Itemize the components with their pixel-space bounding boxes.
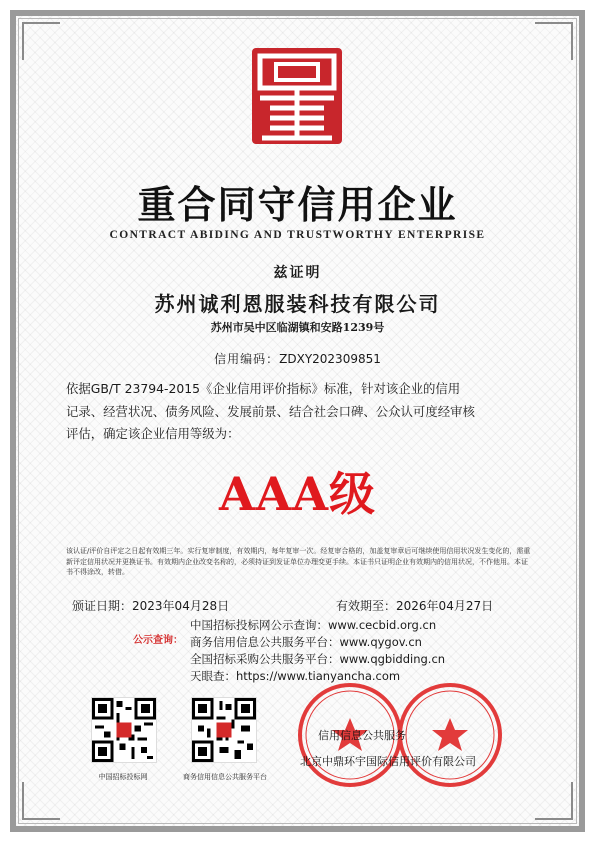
credit-code-label: 信用编码： xyxy=(214,352,280,366)
qr-code-icon[interactable] xyxy=(191,697,257,763)
company-address: 苏州市吴中区临湖镇和安路1239号 xyxy=(210,321,385,334)
issue-date-label: 颁证日期： xyxy=(72,599,133,613)
query-site[interactable]: 中国招标投标网公示查询：www.cecbid.org.cn xyxy=(190,618,437,632)
query-site[interactable]: 全国招标采购公共服务平台：www.qgbidding.cn xyxy=(190,652,446,666)
corner-ornament xyxy=(22,22,60,60)
qr-code-icon[interactable] xyxy=(91,697,157,763)
corner-ornament xyxy=(535,782,573,820)
seal-logo-icon xyxy=(250,46,344,146)
statement-line: 依据GB/T 23794-2015《企业信用评价指标》标准，针对该企业的信用 xyxy=(66,381,461,396)
company-name: 苏州诚利恩服装科技有限公司 xyxy=(154,292,441,316)
qr-caption: 中国招标投标网 xyxy=(98,773,148,781)
qr-caption: 商务信用信息公共服务平台 xyxy=(183,773,267,781)
issue-date-value: 2023年04月28日 xyxy=(132,599,230,613)
red-seal-icon xyxy=(395,680,505,790)
expiry-date xyxy=(336,597,493,614)
validity-notice: 该认证/评价自评定之日起有效期三年。实行复审制度，有效期内，每年复审一次。经复审合格的，加盖复审章后可继续使用信用状况发生变化的，需重新评定信用状况并更换证书。有效期内企业改变名称的，必须持证到发证单位办理变更手续。本证书只证明企业有效期内的信用状况，不作他用。本证书不得涂改，转借。 xyxy=(66,547,531,576)
credit-code-value: ZDXY202309851 xyxy=(279,352,381,366)
expiry-date-value: 2026年04月27日 xyxy=(396,599,494,613)
seal-caption: 信用信息公共服务 xyxy=(318,729,406,742)
query-sites xyxy=(190,617,445,685)
query-site[interactable]: 商务信用信息公共服务平台：www.qygov.cn xyxy=(190,635,422,649)
hereby-certify: 兹证明 xyxy=(273,265,322,281)
statement-line: 评估，确定该企业信用等级为： xyxy=(66,426,240,441)
issue-date xyxy=(72,597,229,614)
credit-code xyxy=(0,350,595,367)
certificate-title: 重合同守信用企业 xyxy=(137,182,458,227)
expiry-date-label: 有效期至： xyxy=(336,599,397,613)
query-label: 公示查询： xyxy=(133,635,183,646)
certification-statement xyxy=(66,378,530,446)
corner-ornament xyxy=(535,22,573,60)
certificate-subtitle: CONTRACT ABIDING AND TRUSTWORTHY ENTERPRISE xyxy=(109,229,486,241)
seal-caption: 北京中鼎环宇国际信用评价有限公司 xyxy=(300,755,476,768)
statement-line: 记录、经营状况、债务风险、发展前景、结合社会口碑、公众认可度经审核 xyxy=(66,403,475,419)
corner-ornament xyxy=(22,782,60,820)
credit-grade: AAA级 xyxy=(218,467,377,521)
query-site[interactable]: 天眼查：https://www.tianyancha.com xyxy=(190,669,401,683)
